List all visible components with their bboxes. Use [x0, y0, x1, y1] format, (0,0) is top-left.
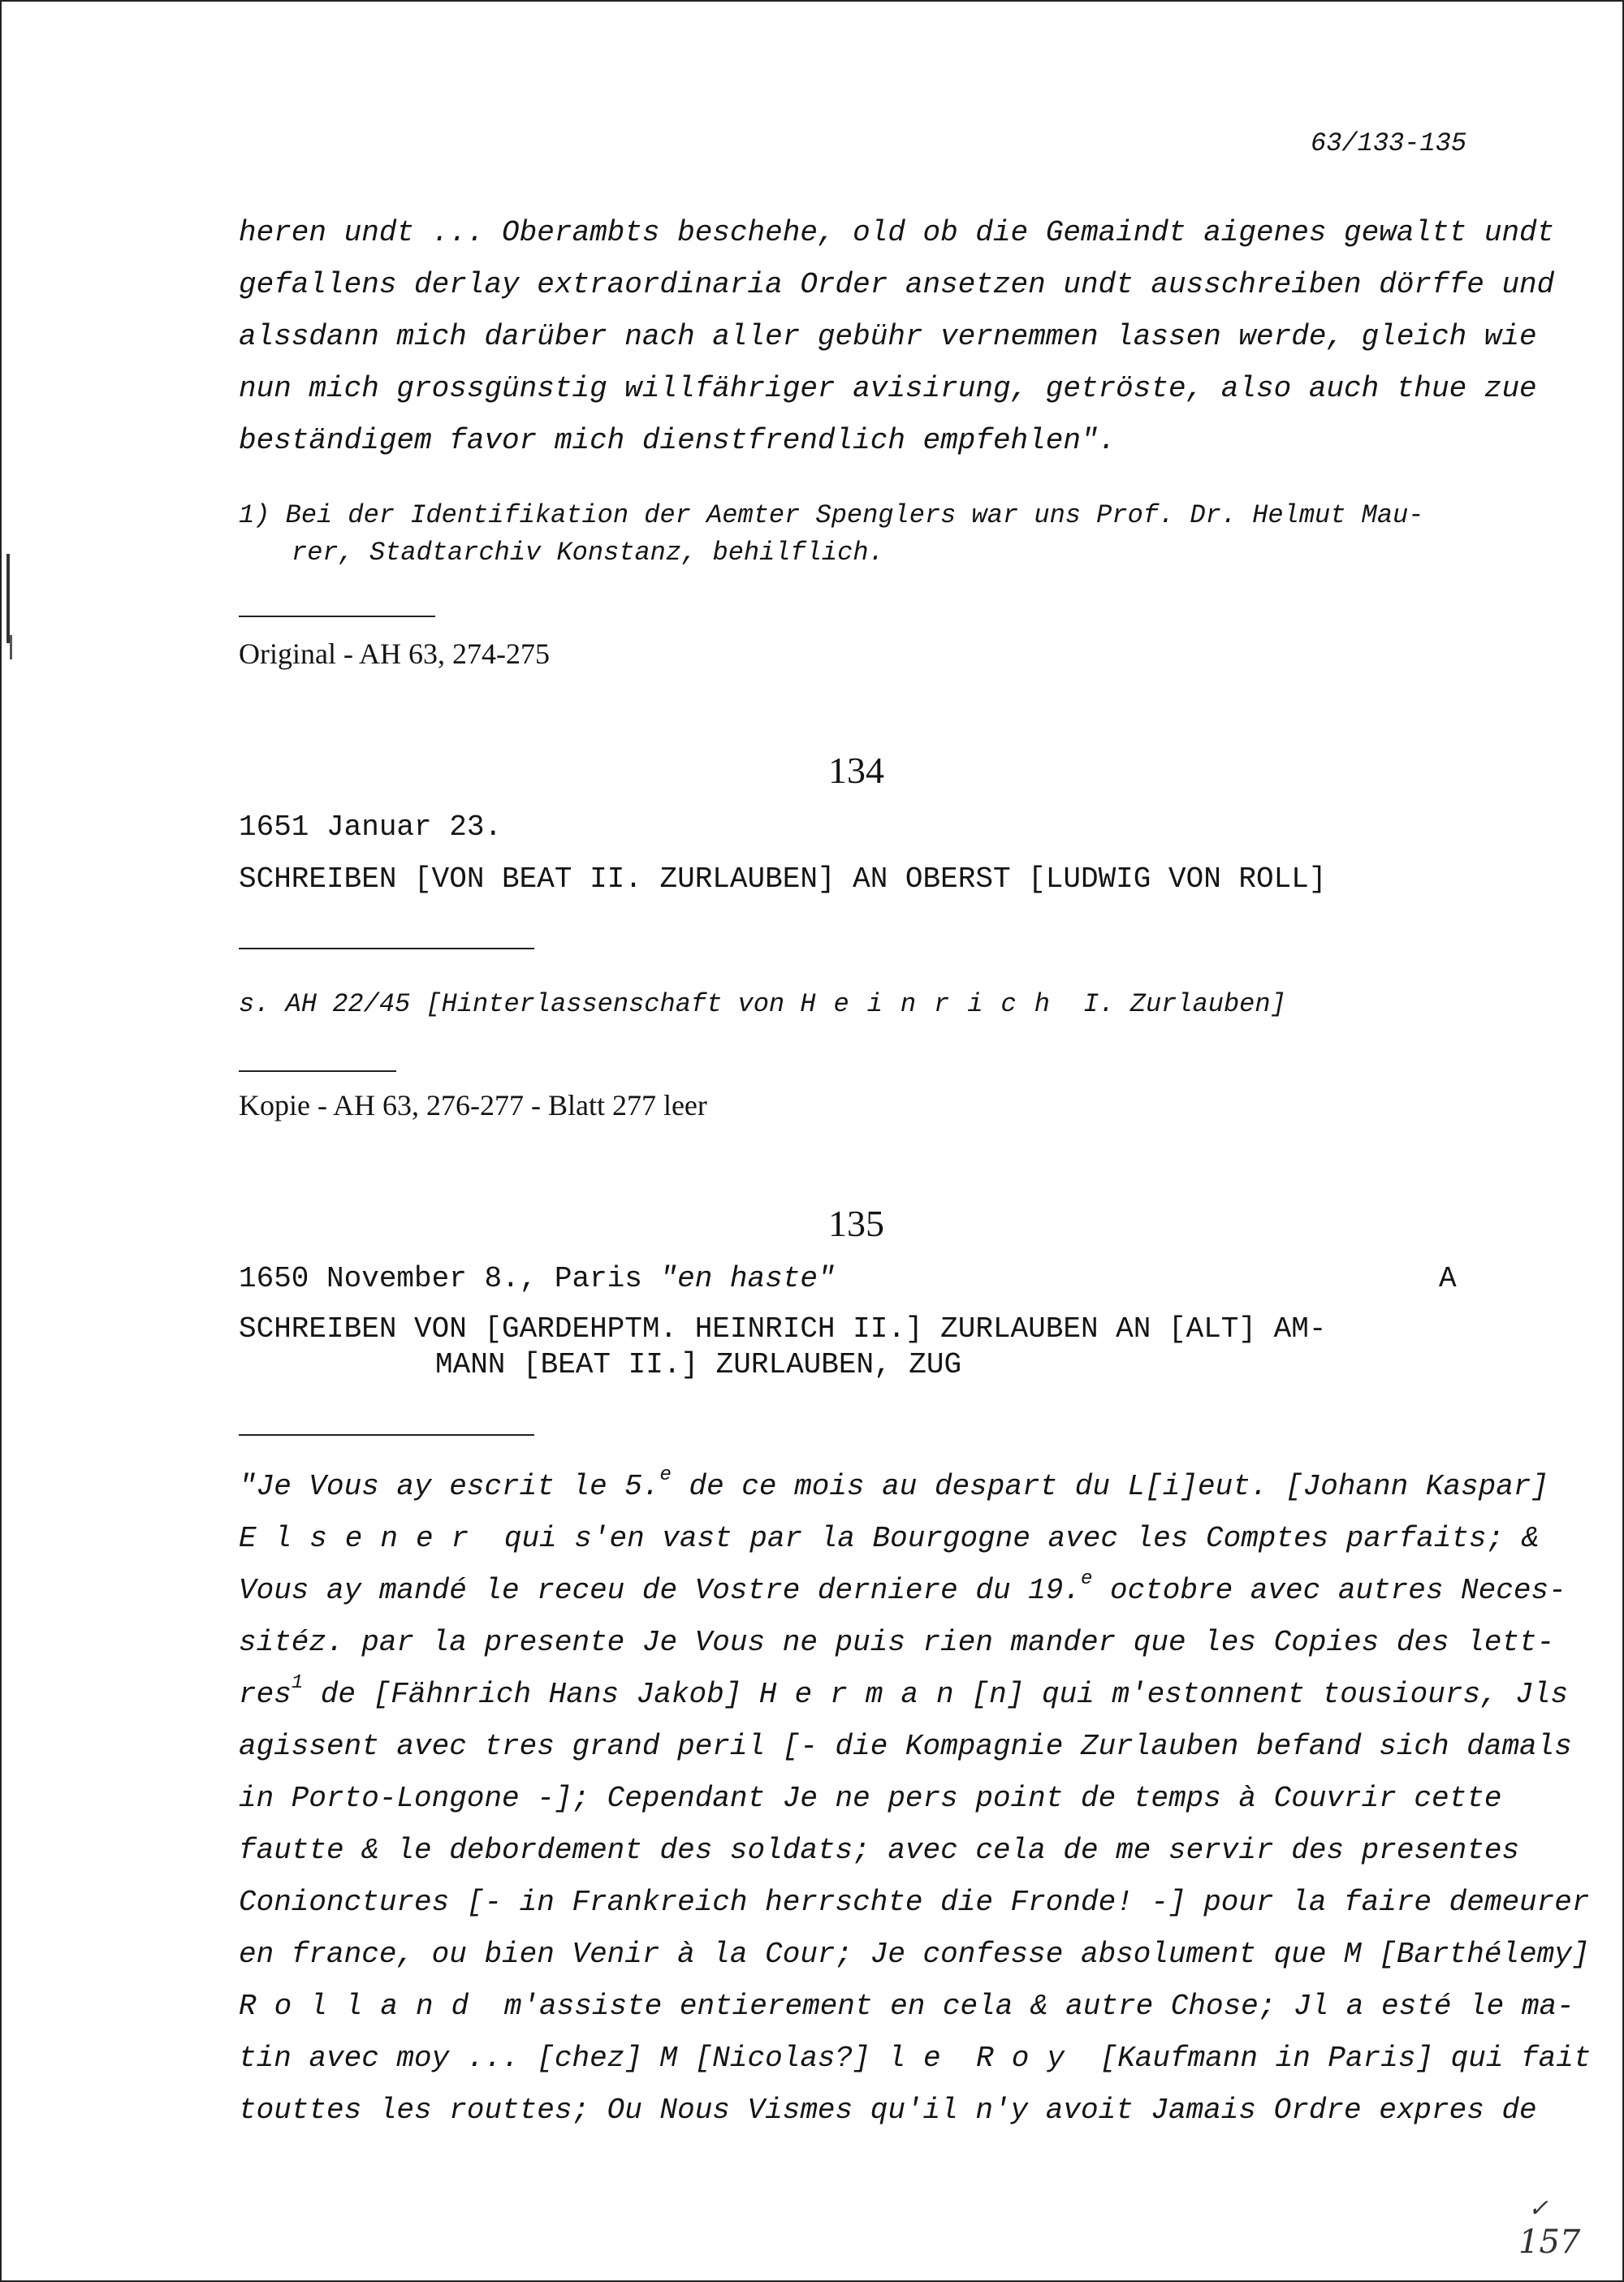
doc-135-number: 135	[828, 1203, 884, 1244]
body-line-12: tin avec moy ... [chez] M [Nicolas?] le Roy [Kaufmann in Paris] qui fait	[239, 2042, 1592, 2075]
spaced-name: Herman	[758, 1678, 972, 1711]
separator-rule	[239, 1070, 396, 1072]
doc-134-number: 134	[828, 750, 884, 791]
body-line-1: "Je Vous ay escrit le 5.$^e$ de ce mois au despart du L[i]eut. [Johann Kaspar]	[239, 1464, 1549, 1503]
page-reference: 63/133-135	[1311, 128, 1467, 158]
prev-source-line: Original - AH 63, 274-275	[239, 637, 550, 670]
spaced-name: le	[888, 2042, 959, 2075]
body-line-3: Vous ay mandé le receu de Vostre derniere du 19.$^e$ octobre avec autres Neces-	[239, 1568, 1566, 1607]
folio-number: 157	[1518, 2224, 1581, 2261]
doc-134-title: SCHREIBEN [VON BEAT II. ZURLAUBEN] AN OBERST [LUDWIG VON ROLL]	[239, 862, 1327, 896]
prev-text-line-1: heren undt ... Oberambts beschehe, old ob die Gemaindt aigenes gewaltt undt	[239, 216, 1555, 249]
separator-rule	[239, 948, 534, 949]
separator-rule	[239, 616, 435, 617]
separator-rule	[239, 1434, 534, 1436]
doc-134-source: Kopie - AH 63, 276-277 - Blatt 277 leer	[239, 1089, 707, 1122]
footnote-line-1: 1) Bei der Identifikation der Aemter Spenglers war uns Prof. Dr. Helmut Mau-	[239, 500, 1424, 530]
spaced-name: Elsener	[239, 1522, 487, 1555]
spaced-name: Heinrich	[800, 989, 1068, 1019]
body-line-9: Conionctures [- in Frankreich herrschte die Fronde! -] pour la faire demeurer	[239, 1886, 1590, 1919]
body-line-2: Elsener qui s'en vast par la Bourgogne avec les Comptes parfaits; &	[239, 1522, 1540, 1555]
body-line-13: touttes les routtes; Ou Nous Vismes qu'il n'y avoit Jamais Ordre expres de	[239, 2094, 1537, 2127]
doc-135-title-line-2: MANN [BEAT II.] ZURLAUBEN, ZUG	[435, 1348, 962, 1381]
prev-text-line-5: beständigem favor mich dienstfrendlich empfehlen".	[239, 424, 1116, 457]
doc-134-date: 1651 Januar 23.	[239, 810, 503, 844]
margin-binding-mark-2	[10, 635, 12, 659]
spaced-name: Roy	[976, 2042, 1082, 2075]
doc-134-reference: s. AH 22/45 [Hinterlassenschaft von Heinrich I. Zurlauben]	[239, 989, 1286, 1019]
footnote-line-2: rer, Stadtarchiv Konstanz, behilflich.	[292, 538, 884, 568]
doc-135-date: 1650 November 8., Paris "en haste"	[239, 1262, 836, 1295]
body-line-5: res$^1$ de [Fähnrich Hans Jakob] Herman[n] qui m'estonnent tousiours, Jls	[239, 1672, 1569, 1711]
body-line-7: in Porto-Longone -]; Cependant Je ne pers point de temps à Couvrir cette	[239, 1782, 1502, 1815]
body-line-10: en france, ou bien Venir à la Cour; Je confesse absolument que M [Barthélemy]	[239, 1938, 1590, 1971]
body-line-8: fautte & le debordement des soldats; avec cela de me servir des presentes	[239, 1834, 1520, 1867]
body-line-4: sitéz. par la presente Je Vous ne puis rien mander que les Copies des lett-	[239, 1626, 1555, 1659]
check-mark: ✓	[1528, 2194, 1549, 2223]
spaced-name: Rolland	[239, 1990, 487, 2023]
doc-135-title-line-1: SCHREIBEN VON [GARDEHPTM. HEINRICH II.] ZURLAUBEN AN [ALT] AM-	[239, 1312, 1327, 1346]
prev-text-line-4: nun mich grossgünstig willfähriger avisirung, getröste, also auch thue zue	[239, 372, 1537, 405]
body-line-11: Rolland m'assiste entierement en cela & autre Chose; Jl a esté le ma-	[239, 1990, 1574, 2023]
prev-text-line-2: gefallens derlay extraordinaria Order ansetzen undt ausschreiben dörffe und	[239, 268, 1555, 301]
prev-text-line-3: alssdann mich darüber nach aller gebühr vernemmen lassen werde, gleich wie	[239, 320, 1537, 353]
body-line-6: agissent avec tres grand peril [- die Kompagnie Zurlauben befand sich damals	[239, 1730, 1572, 1763]
doc-135-marker: A	[1439, 1262, 1457, 1295]
margin-binding-mark	[6, 554, 10, 643]
